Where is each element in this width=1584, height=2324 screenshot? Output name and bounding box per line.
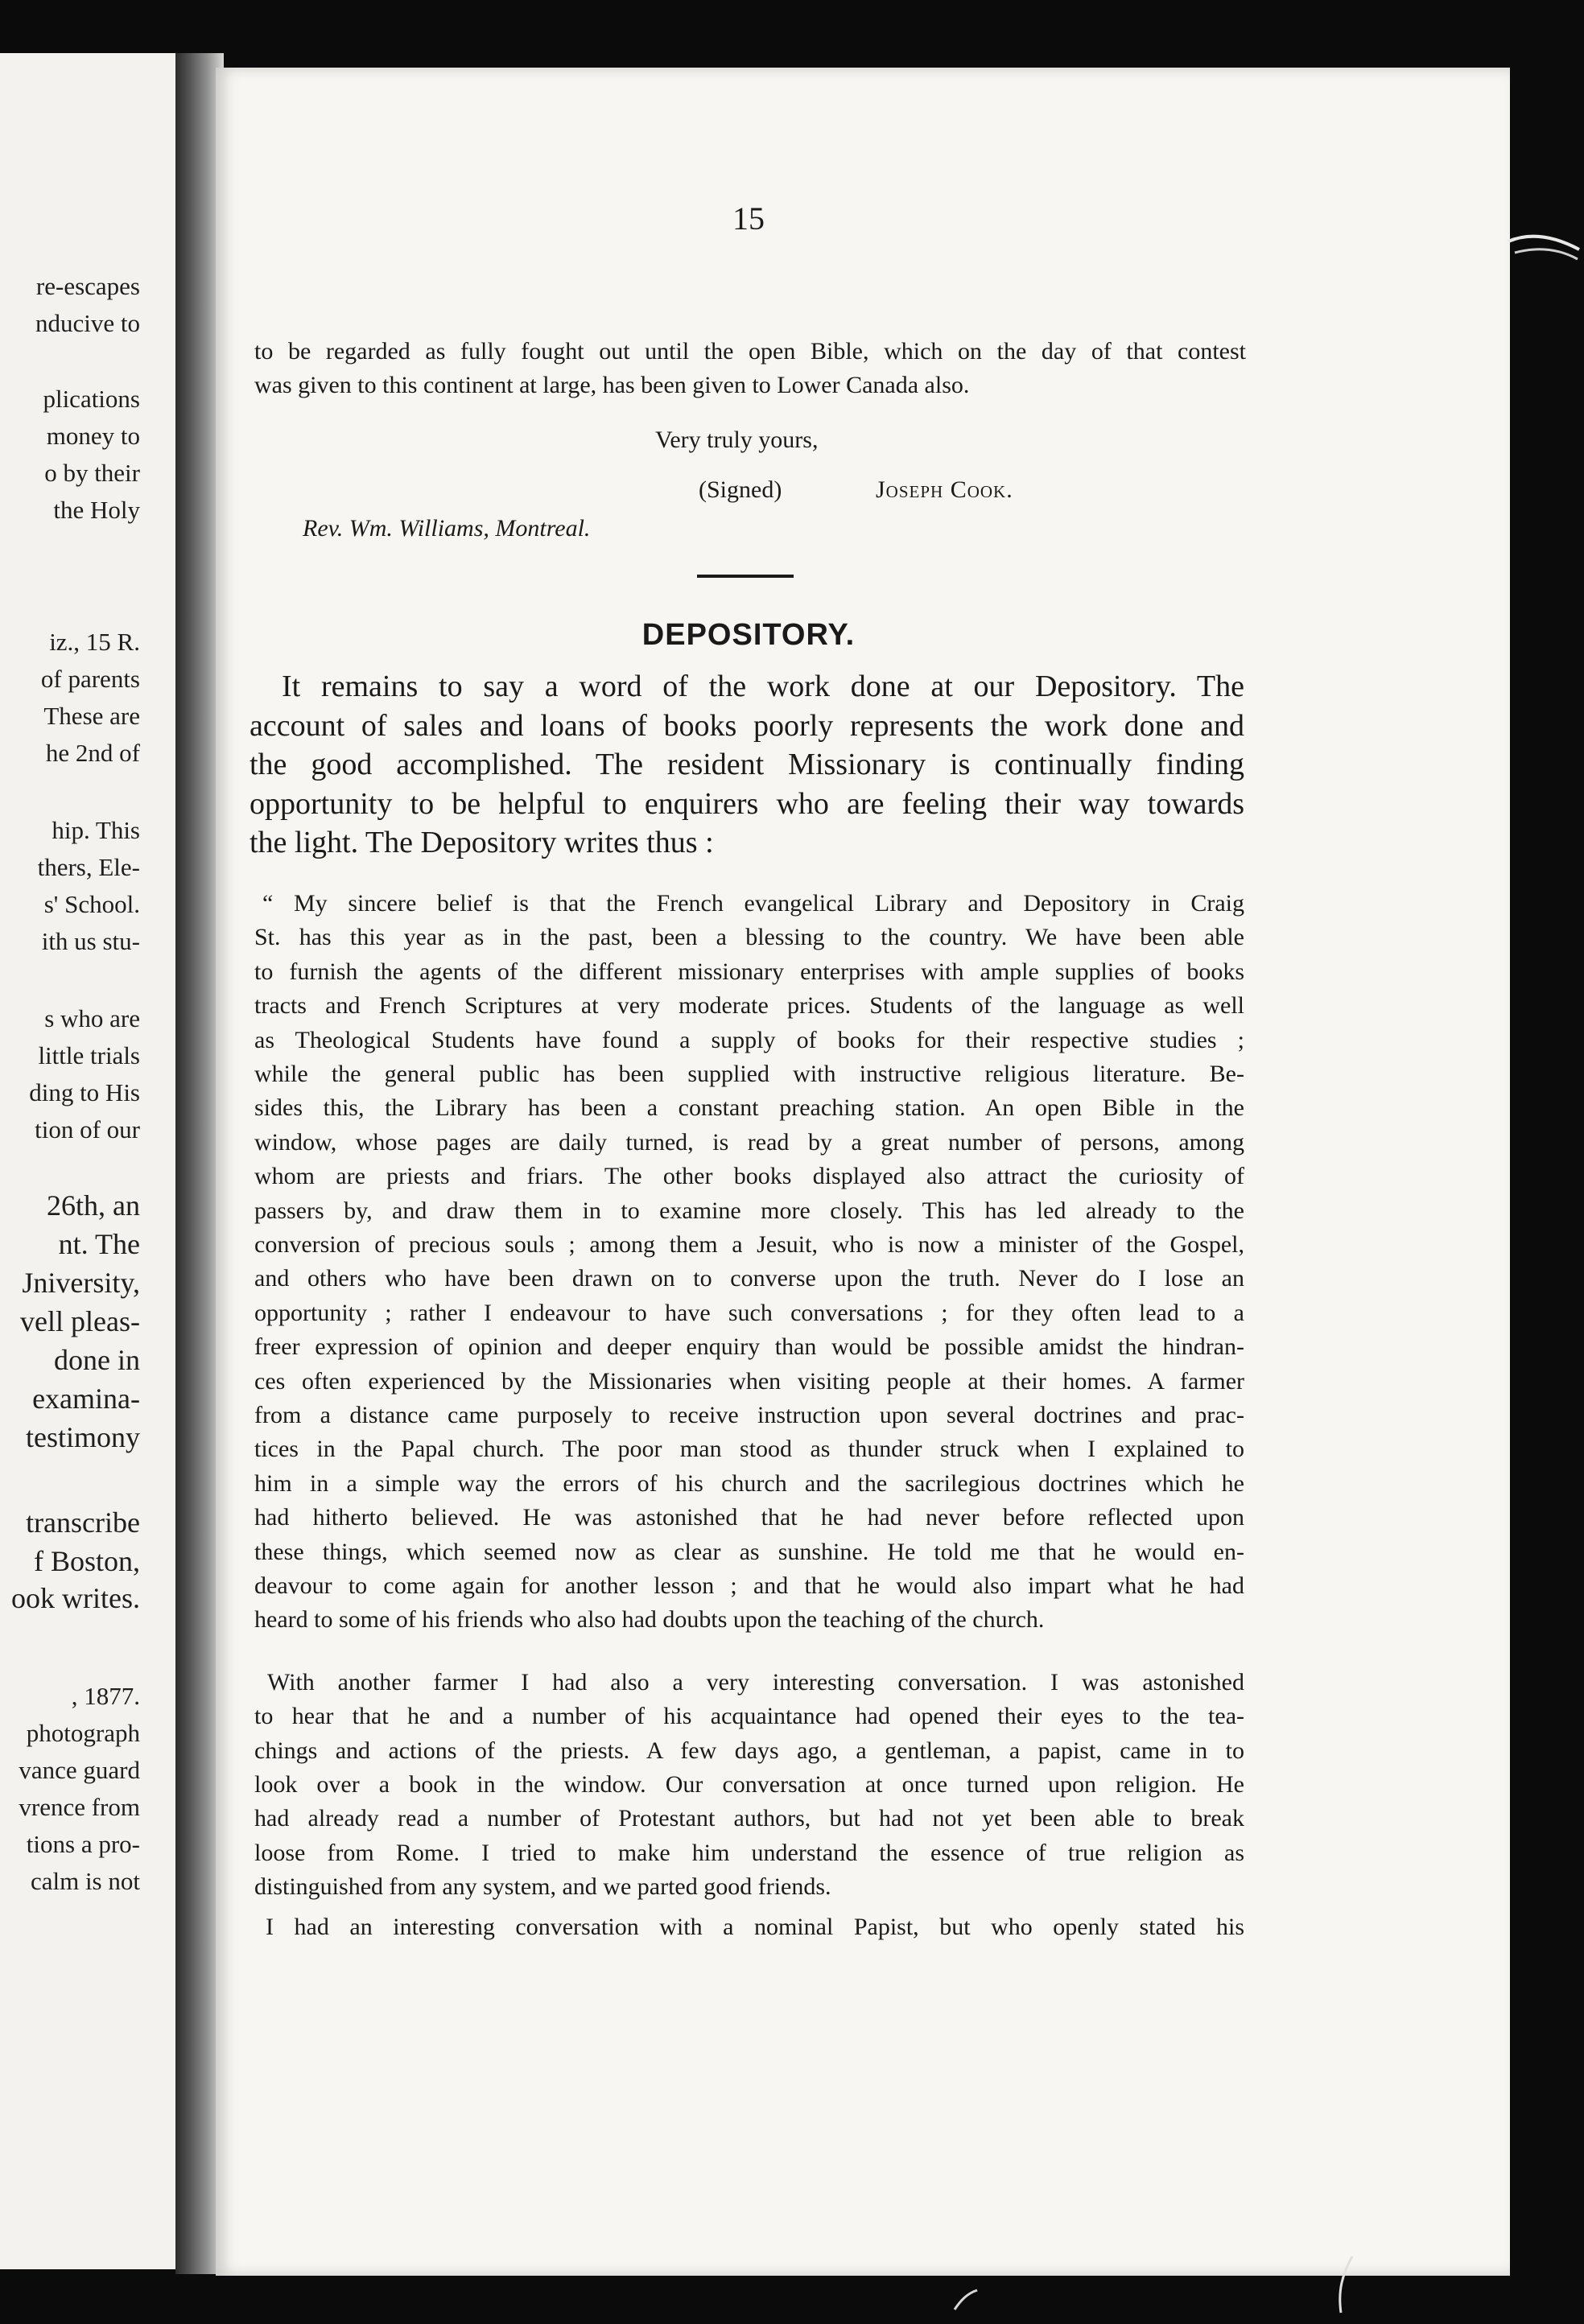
left-page-text-fragment: s who are [44,1004,140,1032]
text-line: freer expression of opinion and deeper enquiry than would be possible amidst the hindran- [254,1333,1244,1361]
left-page-text-fragment: nducive to [35,309,140,337]
left-page-text-fragment: the Holy [53,496,140,524]
text-line: chings and actions of the priests. A few days ago, a gentleman, a papist, came in to [254,1737,1244,1764]
text-line: deavour to come again for another lesson ; and that he would also impart what he had [254,1572,1244,1599]
text-line: look over a book in the window. Our conversation at once turned upon religion. He [254,1770,1244,1798]
section-divider [697,575,794,578]
left-page-text-fragment: tion of our [35,1115,140,1143]
left-page-text-fragment: Jniversity, [22,1267,140,1299]
text-line: conversion of precious souls ; among them a Jesuit, who is now a minister of the Gospel, [254,1231,1244,1258]
text-line: St. has this year as in the past, been a blessing to the country. We have been able [254,924,1244,951]
left-page-text-fragment: re-escapes [35,272,140,300]
left-page-text-fragment: done in [54,1344,140,1376]
section-heading: DEPOSITORY. [641,618,856,652]
text-line: loose from Rome. I tried to make him understand the essence of true religion as [254,1839,1244,1866]
edge-scratch-mark [1328,2253,1360,2318]
text-line: opportunity ; rather I endeavour to have such conversations ; for they often lead to a [254,1299,1244,1326]
left-page-text-fragment: These are [43,702,140,730]
letter-addressee: Rev. Wm. Williams, Montreal. [303,515,591,542]
page-curl-mark [1507,217,1584,274]
letter-closing: Very truly yours, [655,426,819,453]
left-page-text-fragment: thers, Ele- [37,853,140,881]
text-line: to be regarded as fully fought out until the open Bible, which on the day of that contest [254,338,1246,365]
text-line: tracts and French Scriptures at very moderate prices. Students of the language as well [254,992,1244,1020]
text-line: distinguished from any system, and we parted good friends. [254,1873,831,1900]
left-page-text-fragment: testimony [26,1421,140,1453]
text-line: the good accomplished. The resident Missionary is continually finding [250,748,1244,781]
text-line: tices in the Papal church. The poor man stood as thunder struck when I explained to [254,1436,1244,1463]
text-line: was given to this continent at large, has been given to Lower Canada also. [254,372,970,398]
left-page-text-fragment: little trials [38,1041,140,1069]
text-line: to furnish the agents of the different missionary enterprises with ample supplies of books [254,958,1244,985]
left-page-text-fragment: transcribe [26,1506,140,1539]
text-line: as Theological Students have found a supply of books for their respective studies ; [254,1026,1244,1053]
text-line: “ My sincere belief is that the French evangelical Library and Depository in Craig [262,890,1244,917]
text-line: whom are priests and friars. The other books displayed also attract the curiosity of [254,1163,1244,1190]
left-page-text-fragment: ding to His [29,1078,140,1106]
left-page-text-fragment: tions a pro- [26,1830,140,1858]
text-line: these things, which seemed now as clear as sunshine. He told me that he would en- [254,1538,1244,1565]
text-line: window, whose pages are daily turned, is read by a great number of persons, among [254,1128,1244,1156]
text-line: account of sales and loans of books poorly represents the work done and [250,708,1244,743]
left-page-text-fragment: iz., 15 R. [49,628,140,656]
edge-scratch-mark [950,2285,982,2318]
left-page-text-fragment: calm is not [30,1867,140,1895]
left-page-text-fragment: of parents [40,665,140,693]
left-page-text-fragment: plications [43,385,140,413]
signer-name: Joseph Cook. [876,476,1013,503]
left-page-text-fragment: 26th, an [47,1189,140,1222]
left-page-text-fragment: ith us stu- [41,927,140,955]
text-line: from a distance came purposely to receive instruction upon several doctrines and prac- [254,1402,1244,1428]
left-page-text-fragment: , 1877. [71,1682,140,1710]
text-line: and others who have been drawn on to converse upon the truth. Never do I lose an [254,1265,1244,1292]
text-line: heard to some of his friends who also had doubts upon the teaching of the church. [254,1606,1045,1634]
left-page-text-fragment: o by their [44,459,140,487]
left-page-text-fragment: photograph [26,1719,140,1747]
text-line: sides this, the Library has been a constant preaching station. An open Bible in the [254,1094,1244,1122]
text-line: while the general public has been supplied with instructive religious literature. Be- [254,1061,1244,1087]
left-page-text-fragment: s' School. [43,890,140,918]
text-line: had hitherto believed. He was astonished that he had never before reflected upon [254,1504,1244,1531]
previous-page-strip [0,53,187,2269]
signed-label: (Signed) [699,476,782,503]
text-line: I had an interesting conversation with a nominal Papist, but who openly stated his [266,1914,1244,1940]
text-line: ces often experienced by the Missionaries when visiting people at their homes. A farmer [254,1367,1244,1395]
page-number: 15 [732,200,765,237]
left-page-text-fragment: examina- [32,1382,140,1415]
left-page-text-fragment: vell pleas- [20,1305,140,1337]
text-line: passers by, and draw them in to examine more closely. This has led already to the [254,1197,1244,1224]
text-line: opportunity to be helpful to enquirers who are feeling their way towards [250,786,1244,821]
text-line: It remains to say a word of the work done at our Depository. The [282,670,1244,703]
left-page-text-fragment: money to [46,422,140,450]
left-page-text-fragment: vance guard [19,1756,140,1784]
left-page-text-fragment: nt. The [58,1228,140,1260]
text-line: to hear that he and a number of his acquaintance had opened their eyes to the tea- [254,1703,1244,1730]
left-page-text-fragment: he 2nd of [45,739,140,767]
text-line: him in a simple way the errors of his church and the sacrilegious doctrines which he [254,1469,1244,1497]
left-page-text-fragment: vrence from [19,1793,140,1821]
text-line: With another farmer I had also a very interesting conversation. I was astonished [267,1669,1244,1696]
text-line: the light. The Depository writes thus : [250,826,714,859]
left-page-text-fragment: f Boston, [33,1545,140,1577]
left-page-text-fragment: hip. This [52,816,140,844]
left-page-text-fragment: ook writes. [11,1582,140,1614]
text-line: had already read a number of Protestant authors, but had not yet been able to break [254,1805,1244,1832]
